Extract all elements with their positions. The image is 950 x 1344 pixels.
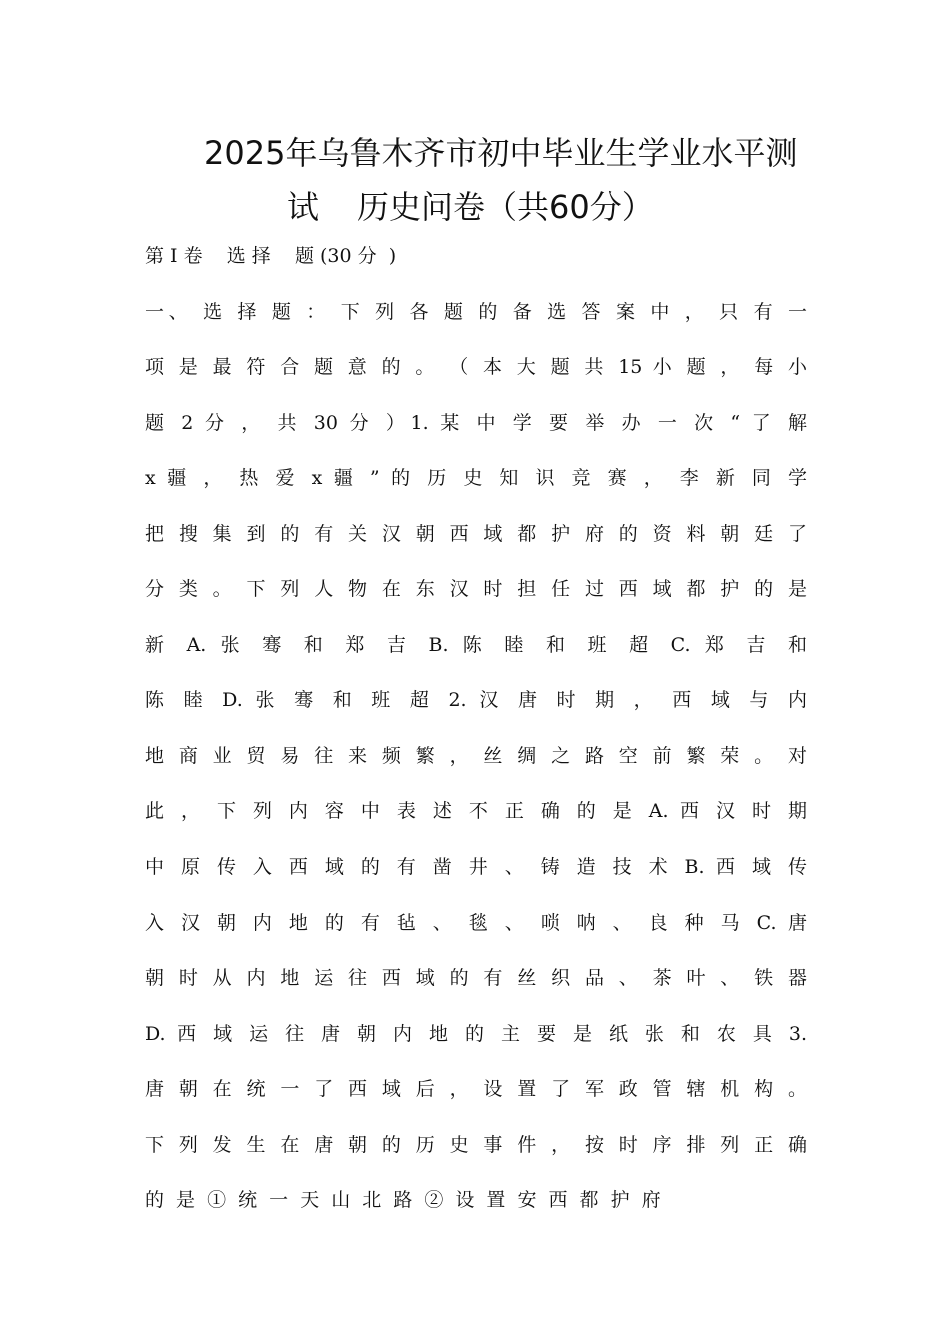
body-line: 一、 选 择 题 ： 下 列 各 题 的 备 选 答 案 中 ， 只 有 一 — [145, 301, 807, 323]
body-line: 的 是 ① 统 一 天 山 北 路 ② 设 置 安 西 都 护 府 — [145, 1189, 661, 1211]
body-line: 分 类 。 下 列 人 物 在 东 汉 时 担 任 过 西 域 都 护 的 是 — [145, 578, 807, 600]
section-heading: 第 Ⅰ 卷 选 择 题 (30 分 ) — [145, 245, 397, 267]
body-line: 唐 朝 在 统 一 了 西 域 后 ， 设 置 了 军 政 管 辖 机 构 。 — [145, 1078, 807, 1100]
body-line: x 疆 ， 热 爱 x 疆 ” 的 历 史 知 识 竞 赛 ， 李 新 同 学 — [145, 467, 807, 489]
body-line: 新 A. 张 骞 和 郑 吉 B. 陈 睦 和 班 超 C. 郑 吉 和 — [145, 634, 807, 656]
title-line-2-part-1: 试 — [287, 188, 320, 226]
body-line: 题 2 分 ， 共 30 分 ）1. 某 中 学 要 举 办 一 次 “ 了 解 — [145, 412, 807, 434]
body-line: 此 ， 下 列 内 容 中 表 述 不 正 确 的 是 A. 西 汉 时 期 — [145, 800, 807, 822]
title-line-2-part-2: 历史问卷（共60分） — [357, 188, 654, 226]
body-line: 下 列 发 生 在 唐 朝 的 历 史 事 件 ， 按 时 序 排 列 正 确 — [145, 1134, 807, 1156]
body-line: D. 西 域 运 往 唐 朝 内 地 的 主 要 是 纸 张 和 农 具 3. — [145, 1023, 807, 1045]
body-line: 地 商 业 贸 易 往 来 频 繁 ， 丝 绸 之 路 空 前 繁 荣 。 对 — [145, 745, 807, 767]
body-line: 项 是 最 符 合 题 意 的 。 （ 本 大 题 共 15 小 题 ， 每 小 — [145, 356, 807, 378]
body-line: 把 搜 集 到 的 有 关 汉 朝 西 域 都 护 府 的 资 料 朝 廷 了 — [145, 523, 807, 545]
body-line: 中 原 传 入 西 域 的 有 凿 井 、 铸 造 技 术 B. 西 域 传 — [145, 856, 807, 878]
body-line: 入 汉 朝 内 地 的 有 毡 、 毯 、 唢 呐 、 良 种 马 C. 唐 — [145, 912, 807, 934]
document-title-line-2 — [0, 182, 950, 228]
body-line: 朝 时 从 内 地 运 往 西 域 的 有 丝 织 品 、 茶 叶 、 铁 器 — [145, 967, 807, 989]
document-title-line-1: 2025年乌鲁木齐市初中毕业生学业水平测 — [204, 134, 798, 172]
body-line: 陈 睦 D. 张 骞 和 班 超 2. 汉 唐 时 期 ， 西 域 与 内 — [145, 689, 807, 711]
